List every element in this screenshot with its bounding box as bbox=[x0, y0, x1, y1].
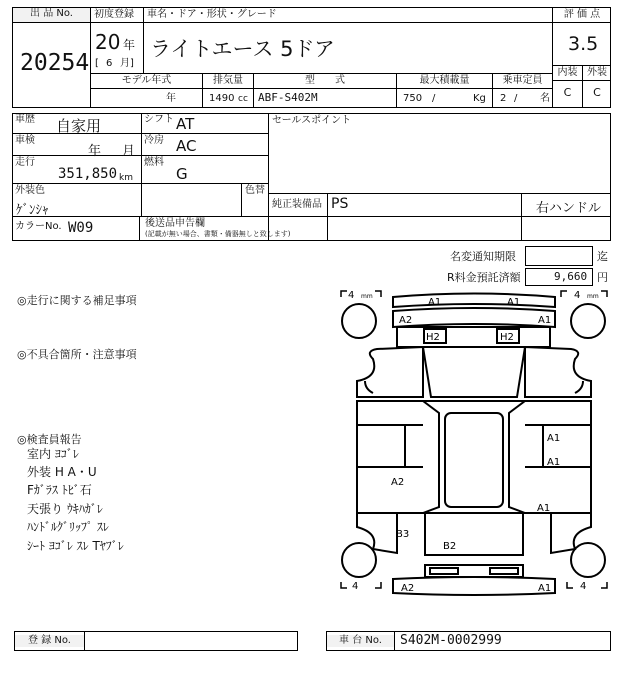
displacement-value: 1490 bbox=[209, 93, 235, 104]
damage-mark: A1 bbox=[537, 503, 551, 514]
color-change-label: 色替 bbox=[245, 185, 265, 196]
damage-mark: A2 bbox=[391, 477, 405, 488]
type-value: ABF-S402M bbox=[258, 91, 318, 104]
name-change-label: 名変通知期限 bbox=[450, 250, 516, 263]
tire-tread-rr: 4 bbox=[580, 581, 587, 592]
shift-value: AT bbox=[176, 115, 195, 133]
recycle-label: R料金預託済額 bbox=[447, 271, 521, 284]
vehicle-damage-diagram bbox=[335, 285, 613, 608]
color-no-value: W09 bbox=[68, 220, 94, 236]
chassis-value: S402M-0002999 bbox=[400, 633, 502, 648]
chassis-label: 車 台 No. bbox=[327, 635, 394, 647]
history-value: 自家用 bbox=[56, 117, 102, 135]
name-change-unit: 迄 bbox=[597, 250, 608, 263]
mileage-value: 351,850 bbox=[58, 166, 118, 182]
displacement-unit: cc bbox=[238, 94, 248, 104]
recycle-unit: 円 bbox=[597, 271, 608, 284]
interior-value: C bbox=[563, 86, 572, 99]
damage-mark: H2 bbox=[500, 332, 514, 343]
damage-mark: A2 bbox=[401, 583, 415, 594]
capacity-unit: 名 bbox=[540, 93, 550, 104]
inspector-report-title: ◎検査員報告 bbox=[17, 433, 82, 446]
reg-month-bracket: [ bbox=[95, 58, 99, 69]
tire-tread-fr: 4 bbox=[574, 290, 581, 301]
driving-notes-title: ◎走行に関する補足事項 bbox=[17, 294, 137, 307]
max-load-unit: Kg bbox=[473, 93, 486, 104]
grade-value: 3.5 bbox=[568, 33, 599, 55]
post-docs-note: (記載が無い場合、書類・備器無しと致します) bbox=[145, 230, 291, 238]
inspector-line: Fｶﾞﾗｽ ﾄﾋﾞ石 bbox=[27, 483, 92, 497]
max-load-sep: / bbox=[432, 93, 436, 104]
std-equipment-label: 純正装備品 bbox=[272, 199, 322, 210]
ac-value: AC bbox=[176, 137, 197, 155]
car-name: ライトエース 5ドア bbox=[150, 37, 335, 61]
history-label: 車歴 bbox=[15, 114, 35, 125]
damage-mark: A1 bbox=[507, 297, 521, 308]
damage-mark: A1 bbox=[538, 583, 552, 594]
inspection-label: 車検 bbox=[15, 135, 35, 146]
inspector-line: ｼｰﾄ ﾖｺﾞﾚ ｽﾚ Tﾔﾌﾞﾚ bbox=[27, 539, 124, 553]
max-load-label: 最大積載量 bbox=[419, 75, 470, 86]
damage-mark: A1 bbox=[547, 457, 561, 468]
inspector-line: 外装 H A・U bbox=[27, 465, 97, 479]
damage-mark: A2 bbox=[399, 315, 413, 326]
capacity-sep: / bbox=[514, 93, 518, 104]
car-name-label: 車名・ドア・形状・グレード bbox=[147, 9, 277, 20]
color-no-label: カラーNo. bbox=[15, 221, 62, 232]
model-year-label: モデル年式 bbox=[121, 75, 172, 86]
recycle-value: 9,660 bbox=[554, 270, 588, 283]
grade-label: 評 価 点 bbox=[563, 9, 601, 20]
damage-mark: B3 bbox=[396, 529, 410, 540]
inspection-year-unit: 年 bbox=[88, 144, 102, 159]
sales-point-label: セールスポイント bbox=[272, 115, 352, 126]
name-change-field bbox=[525, 246, 593, 266]
damage-mark: A1 bbox=[538, 315, 552, 326]
shift-label: シフト bbox=[144, 114, 174, 125]
damage-mark: A1 bbox=[547, 433, 561, 444]
exterior-value: C bbox=[593, 86, 601, 99]
steering-value: 右ハンドル bbox=[536, 201, 602, 216]
damage-mark: B2 bbox=[443, 541, 457, 552]
capacity-value: 2 bbox=[500, 93, 507, 104]
ac-label: 冷房 bbox=[144, 135, 164, 146]
std-equipment-value: PS bbox=[331, 196, 349, 212]
type-label: 型 式 bbox=[305, 75, 345, 86]
capacity-label: 乗車定員 bbox=[502, 75, 543, 86]
lot-no-value: 20254 bbox=[20, 50, 90, 76]
model-year-unit: 年 bbox=[166, 93, 176, 104]
mileage-label: 走行 bbox=[15, 157, 35, 168]
reg-year-unit: 年 bbox=[123, 38, 136, 52]
reg-no-label: 登 録 No. bbox=[15, 635, 84, 647]
fuel-value: G bbox=[176, 165, 188, 183]
ext-color-value: ｹﾞﾝｼｬ bbox=[16, 203, 49, 218]
ext-color-label: 外装色 bbox=[15, 185, 45, 196]
inspector-line: 天張り ｳｷﾊｶﾞﾚ bbox=[27, 502, 103, 516]
displacement-label: 排気量 bbox=[213, 75, 243, 86]
defect-notes-title: ◎不具合箇所・注意事項 bbox=[17, 348, 137, 361]
inspector-line: ﾊﾝﾄﾞﾙｸﾞﾘｯﾌﾟ ｽﾚ bbox=[27, 520, 109, 534]
tire-tread-rl: 4 bbox=[352, 581, 359, 592]
lot-no-label: 出 品 No. bbox=[13, 8, 90, 22]
tire-tread-fl-unit: mm bbox=[361, 293, 373, 300]
inspector-line: 室内 ﾖｺﾞﾚ bbox=[27, 447, 79, 461]
exterior-label: 外装 bbox=[587, 67, 607, 78]
fuel-label: 燃料 bbox=[144, 157, 164, 168]
mileage-unit: km bbox=[119, 173, 133, 183]
first-reg-label: 初度登録 bbox=[94, 9, 134, 20]
damage-mark: H2 bbox=[426, 332, 440, 343]
max-load-value: 750 bbox=[403, 93, 423, 104]
inspection-month-unit: 月 bbox=[122, 144, 136, 159]
reg-month-value: 6 bbox=[106, 58, 113, 69]
damage-mark: A1 bbox=[428, 297, 442, 308]
reg-year-value: 20 bbox=[95, 30, 121, 54]
interior-label: 内装 bbox=[557, 67, 578, 78]
tire-tread-fl: 4 bbox=[348, 290, 355, 301]
post-docs-label: 後送品申告欄 bbox=[145, 218, 205, 229]
reg-month-unit: 月] bbox=[120, 58, 134, 69]
tire-tread-fr-unit: mm bbox=[587, 293, 599, 300]
